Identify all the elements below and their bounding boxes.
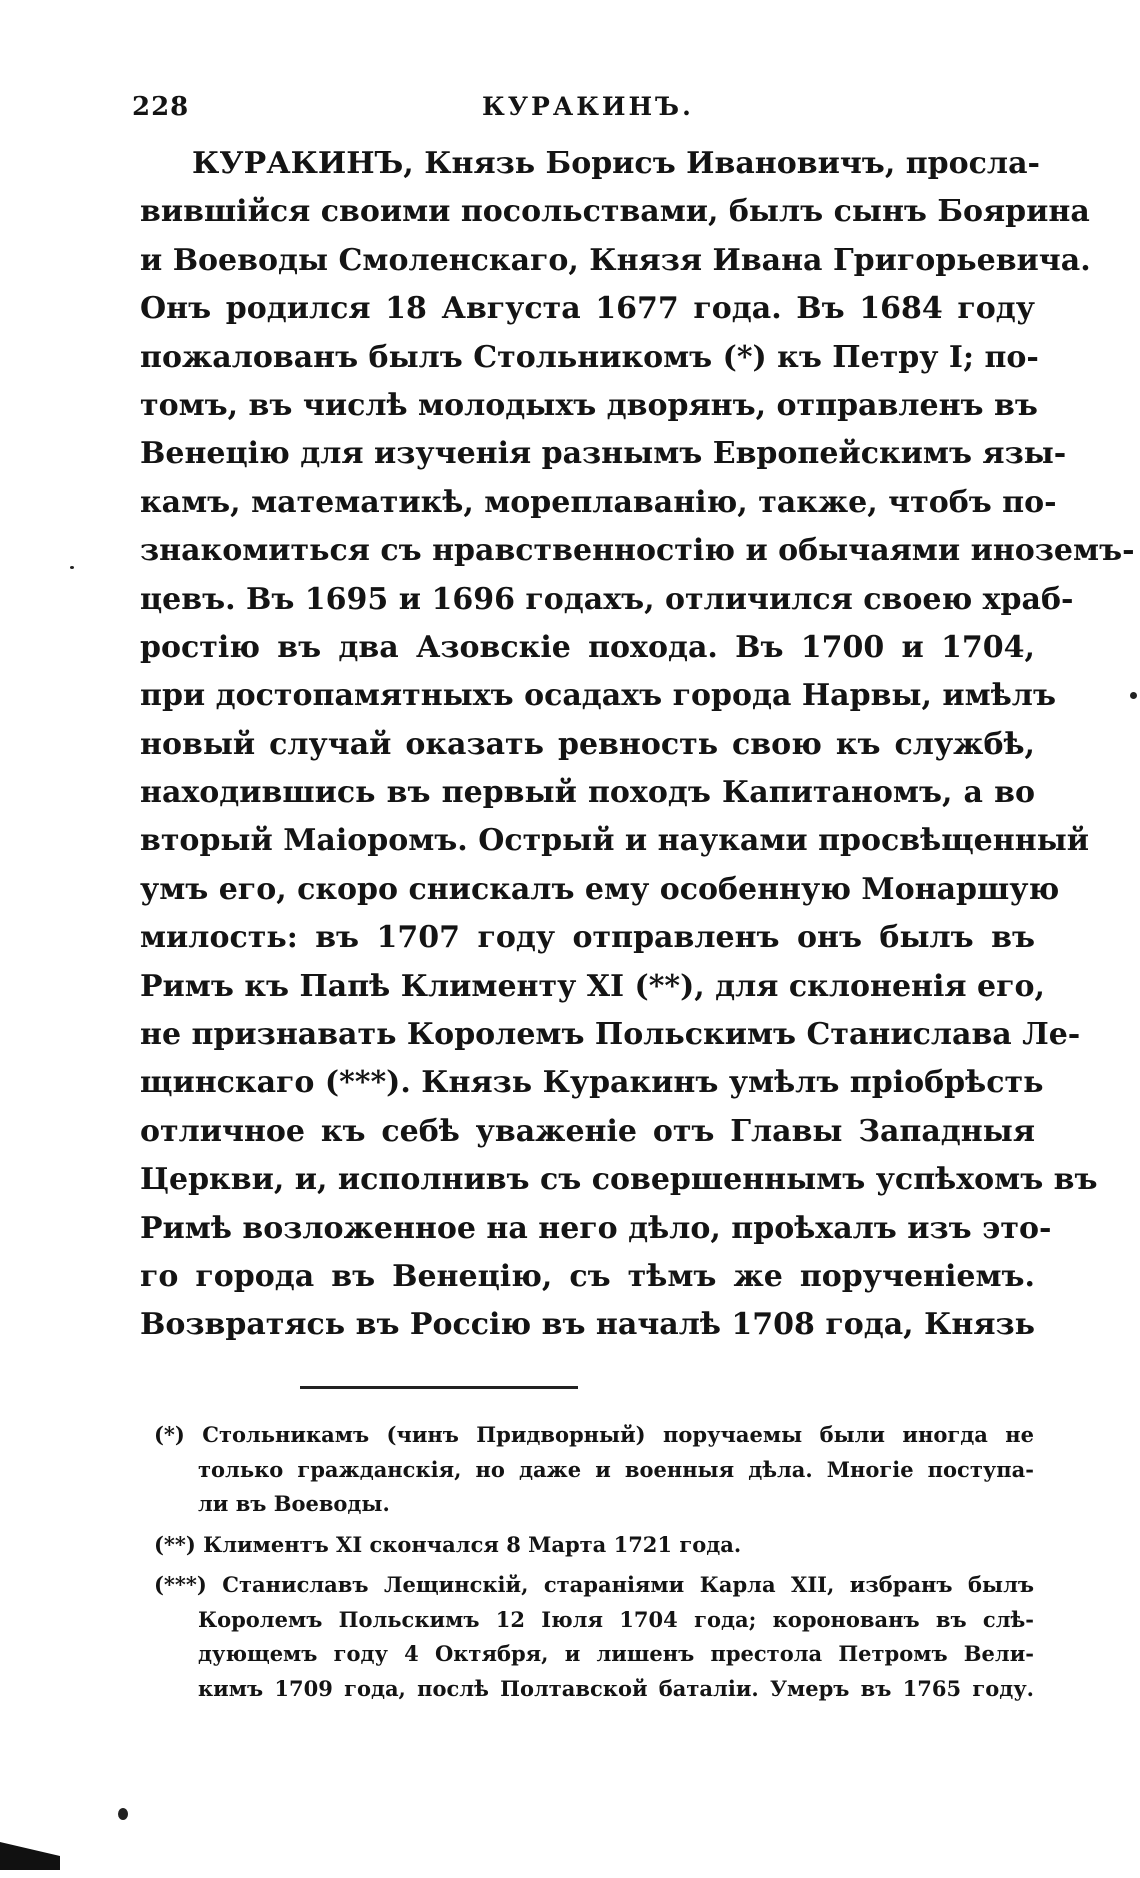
text-line: Римъ къ Папѣ Клименту XI (**), для склоненія его, xyxy=(140,968,1045,1004)
text-line: КУРАКИНЪ, Князь Борисъ Ивановичъ, просла- xyxy=(192,146,1040,181)
text-line: и Воеводы Смоленскаго, Князя Ивана Григорьевича. xyxy=(140,242,1091,278)
footnote-2 xyxy=(154,1528,1034,1563)
footnote-line: Королемъ Польскимъ 12 Іюля 1704 года; коронованъ въ слѣ- xyxy=(198,1606,1034,1632)
text-line: Церкви, и, исполнивъ съ совершеннымъ успѣхомъ въ xyxy=(140,1162,1098,1198)
footnote-line: дующемъ году 4 Октября, и лишенъ престола Петромъ Вели- xyxy=(198,1641,1034,1666)
text-line: не признавать Королемъ Польскимъ Станислава Ле- xyxy=(140,1017,1081,1053)
text-line: вторый Маіоромъ. Острый и науками просвѣщенный xyxy=(140,823,1090,859)
text-line: цевъ. Въ 1695 и 1696 годахъ, отличился своею храб- xyxy=(140,581,1074,617)
ink-speck xyxy=(70,566,74,569)
running-head: КУРАКИНЪ. xyxy=(482,92,694,121)
text-line: Возвратясь въ Россію въ началѣ 1708 года, Князь xyxy=(140,1307,1035,1343)
text-line: новый случай оказать ревность свою къ службѣ, xyxy=(140,726,1035,762)
page-header xyxy=(132,92,1032,132)
footnote-line: (**) Климентъ XI скончался 8 Марта 1721 года. xyxy=(154,1531,742,1557)
text-line: умъ его, скоро снискалъ ему особенную Монаршую xyxy=(140,871,1060,907)
text-line: камъ, математикѣ, мореплаванію, также, чтобъ по- xyxy=(140,484,1057,520)
footnote-line: (***) Станиславъ Лещинскій, стараніями Карла XII, избранъ былъ xyxy=(154,1572,1034,1597)
text-line: пожалованъ былъ Стольникомъ (*) къ Петру I; по- xyxy=(140,339,1039,375)
footnotes xyxy=(154,1418,1034,1706)
text-line: знакомиться съ нравственностію и обычаями иноземъ- xyxy=(140,533,1135,569)
ink-speck xyxy=(118,1808,128,1820)
ink-speck xyxy=(1130,692,1137,699)
text-line: отличное къ себѣ уваженіе отъ Главы Западныя xyxy=(140,1113,1035,1149)
text-line: при достопамятныхъ осадахъ города Нарвы, имѣлъ xyxy=(140,678,1056,714)
text-line: вившійся своими посольствами, былъ сынъ Боярина xyxy=(140,194,1090,230)
footnote-1 xyxy=(154,1418,1034,1522)
text-line: Онъ родился 18 Августа 1677 года. Въ 1684 году xyxy=(140,291,1035,327)
page-number: 228 xyxy=(132,92,190,122)
main-text xyxy=(140,140,1135,1350)
text-line: го города въ Венецію, съ тѣмъ же порученіемъ. xyxy=(140,1258,1035,1294)
footnote-line: (*) Стольникамъ (чинъ Придворный) поручаемы были иногда не xyxy=(154,1422,1034,1447)
text-line: милость: въ 1707 году отправленъ онъ былъ въ xyxy=(140,920,1035,956)
footnote-divider xyxy=(300,1386,578,1389)
text-line: щинскаго (***). Князь Куракинъ умѣлъ пріобрѣсть xyxy=(140,1065,1044,1101)
footnote-line: только гражданскія, но даже и военныя дѣла. Многіе поступа- xyxy=(198,1456,1034,1482)
footnote-line: ли въ Воеводы. xyxy=(198,1491,390,1516)
footnote-3 xyxy=(154,1568,1034,1706)
text-line: находившись въ первый походъ Капитаномъ, а во xyxy=(140,775,1035,811)
footnote-line: кимъ 1709 года, послѣ Полтавской баталіи. Умеръ въ 1765 году. xyxy=(198,1675,1034,1701)
text-line: томъ, въ числѣ молодыхъ дворянъ, отправленъ въ xyxy=(140,387,1038,423)
text-line: ростію въ два Азовскіе похода. Въ 1700 и 1704, xyxy=(140,629,1035,665)
text-line: Римѣ возложенное на него дѣло, проѣхалъ изъ это- xyxy=(140,1210,1052,1246)
text-line: Венецію для изученія разнымъ Европейскимъ язы- xyxy=(140,436,1067,472)
scan-corner-mark xyxy=(0,1842,60,1870)
